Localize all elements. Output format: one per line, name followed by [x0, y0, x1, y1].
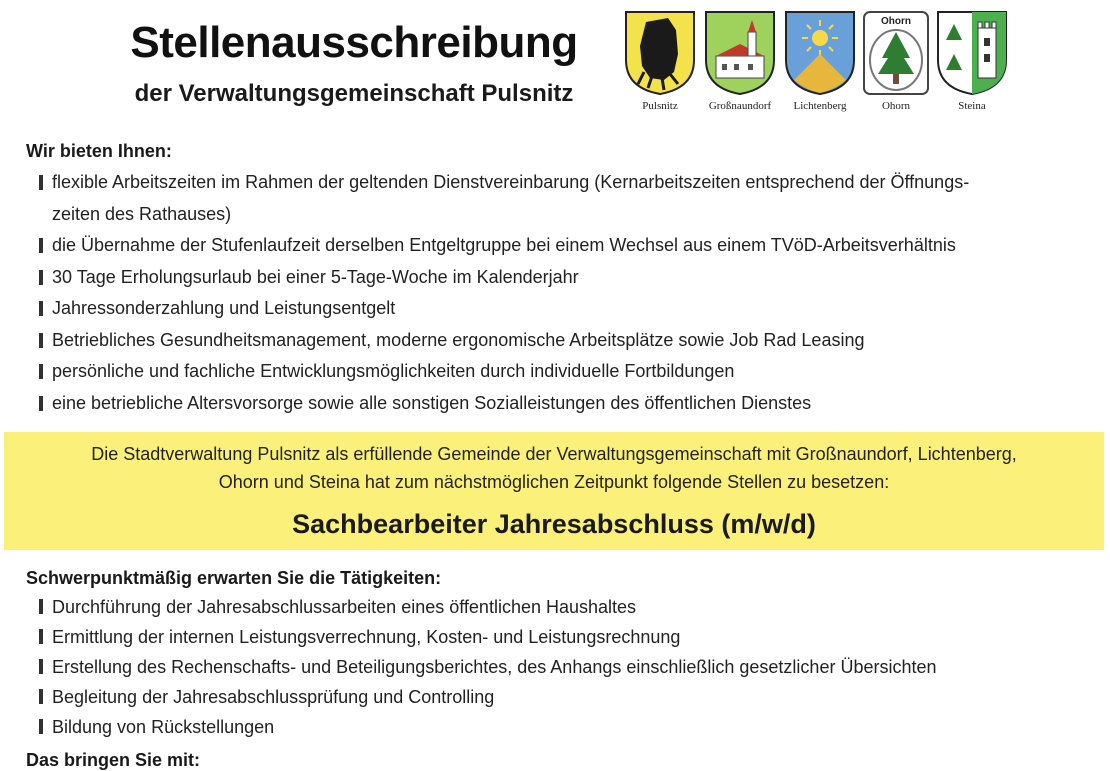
crest-ohorn: [856, 10, 936, 112]
list-item-text: Betriebliches Gesundheitsmanagement, moderne ergonomische Arbeitsplätze sowie Job Rad Leasing: [52, 329, 865, 350]
list-item: [26, 356, 1090, 388]
list-item-text: Begleitung der Jahresabschlussprüfung und Controlling: [52, 687, 495, 707]
list-item-text: Durchführung der Jahresabschlussarbeiten eines öffentlichen Haushaltes: [52, 597, 637, 617]
list-item: [26, 622, 1090, 652]
banner-line-2: Ohorn und Steina hat zum nächstmöglichen Zeitpunkt folgende Stellen zu besetzen:: [218, 472, 890, 492]
tree-coat-of-arms-icon: [860, 10, 932, 96]
tower-trees-coat-of-arms-icon: [936, 10, 1008, 96]
crest-label-ohorn: Ohorn: [881, 100, 911, 112]
bullet-bar: [39, 333, 43, 348]
list-item-text: Bildung von Rückstellungen: [52, 717, 275, 737]
list-item-text: eine betriebliche Altersvorsorge sowie alle sonstigen Sozialleistungen des öffentlichen Dienstes: [52, 392, 812, 413]
requirements-heading: Das bringen Sie mit:: [26, 750, 201, 770]
crest-label-pulsnitz: Pulsnitz: [642, 100, 678, 112]
list-item: [26, 293, 1090, 325]
black-bird-coat-of-arms-icon: [624, 10, 696, 96]
crest-label-grossnaundorf: Großnaundorf: [708, 100, 772, 112]
ohorn-crest-label: Ohorn: [881, 16, 911, 27]
bullet-bar: [39, 719, 43, 734]
tasks-heading: Schwerpunktmäßig erwarten Sie die Tätigkeiten:: [26, 568, 442, 588]
list-item: [26, 167, 1090, 199]
bullet-bar: [39, 364, 43, 379]
banner-line-1: Die Stadtverwaltung Pulsnitz als erfüllende Gemeinde der Verwaltungsgemeinschaft mit Großnaundorf, Lichtenberg,: [91, 444, 1017, 464]
list-item: [26, 592, 1090, 622]
crest-label-lichtenberg: Lichtenberg: [793, 100, 847, 112]
list-item-text: persönliche und fachliche Entwicklungsmöglichkeiten durch individuelle Fortbildungen: [52, 361, 735, 381]
highlight-banner: [4, 432, 1104, 550]
list-item: [26, 388, 1090, 420]
bullet-bar: [39, 301, 43, 316]
bullet-bar: [39, 238, 43, 253]
crest-label-steina: Steina: [958, 100, 986, 112]
church-village-coat-of-arms-icon: [704, 10, 776, 96]
bullet-bar: [39, 270, 43, 285]
offer-heading: Wir bieten Ihnen:: [26, 141, 172, 161]
list-item: [26, 682, 1090, 712]
list-item: [26, 712, 1090, 742]
list-item-text: flexible Arbeitszeiten im Rahmen der geltenden Dienstvereinbarung (Kernarbeitszeiten entsprechend der Öffnungs-: [52, 172, 970, 192]
page-title: Stellenausschreibung: [130, 18, 578, 67]
bullet-bar: [39, 175, 43, 190]
crest-steina: [932, 10, 1012, 112]
list-item-text: zeiten des Rathauses): [52, 203, 232, 224]
offer-list: [26, 167, 1090, 419]
list-item-text: 30 Tage Erholungsurlaub bei einer 5-Tage-Woche im Kalenderjahr: [52, 266, 579, 287]
bullet-bar: [39, 689, 43, 704]
tasks-list: [26, 592, 1090, 742]
crest-pulsnitz: [620, 10, 700, 112]
list-item-text: Jahressonderzahlung und Leistungsentgelt: [52, 298, 396, 318]
offer-section: [26, 141, 1090, 419]
list-item: [26, 325, 1090, 357]
list-item-text: Ermittlung der internen Leistungsverrechnung, Kosten- und Leistungsrechnung: [52, 627, 681, 647]
page-subtitle: der Verwaltungsgemeinschaft Pulsnitz: [134, 80, 574, 107]
bullet-bar: [39, 659, 43, 674]
list-item: [26, 230, 1090, 262]
bullet-bar: [39, 629, 43, 644]
tasks-section: [26, 568, 1090, 742]
bullet-bar: [39, 599, 43, 614]
list-item-text: die Übernahme der Stufenlaufzeit derselben Entgeltgruppe bei einem Wechsel aus einem TVöD-Arbeitsverhältnis: [52, 235, 956, 255]
sun-mountain-coat-of-arms-icon: [784, 10, 856, 96]
list-item: [26, 652, 1090, 682]
crest-lichtenberg: [780, 10, 860, 112]
bullet-bar: [39, 396, 43, 411]
job-title: Sachbearbeiter Jahresabschluss (m/w/d): [292, 509, 816, 539]
coat-of-arms-row: [620, 10, 1010, 120]
crest-grossnaundorf: [700, 10, 780, 112]
list-item: [26, 199, 1090, 231]
list-item-text: Erstellung des Rechenschafts- und Beteiligungsberichtes, des Anhangs einschließlich gesetzlicher Übersichten: [52, 657, 937, 677]
list-item: [26, 262, 1090, 294]
